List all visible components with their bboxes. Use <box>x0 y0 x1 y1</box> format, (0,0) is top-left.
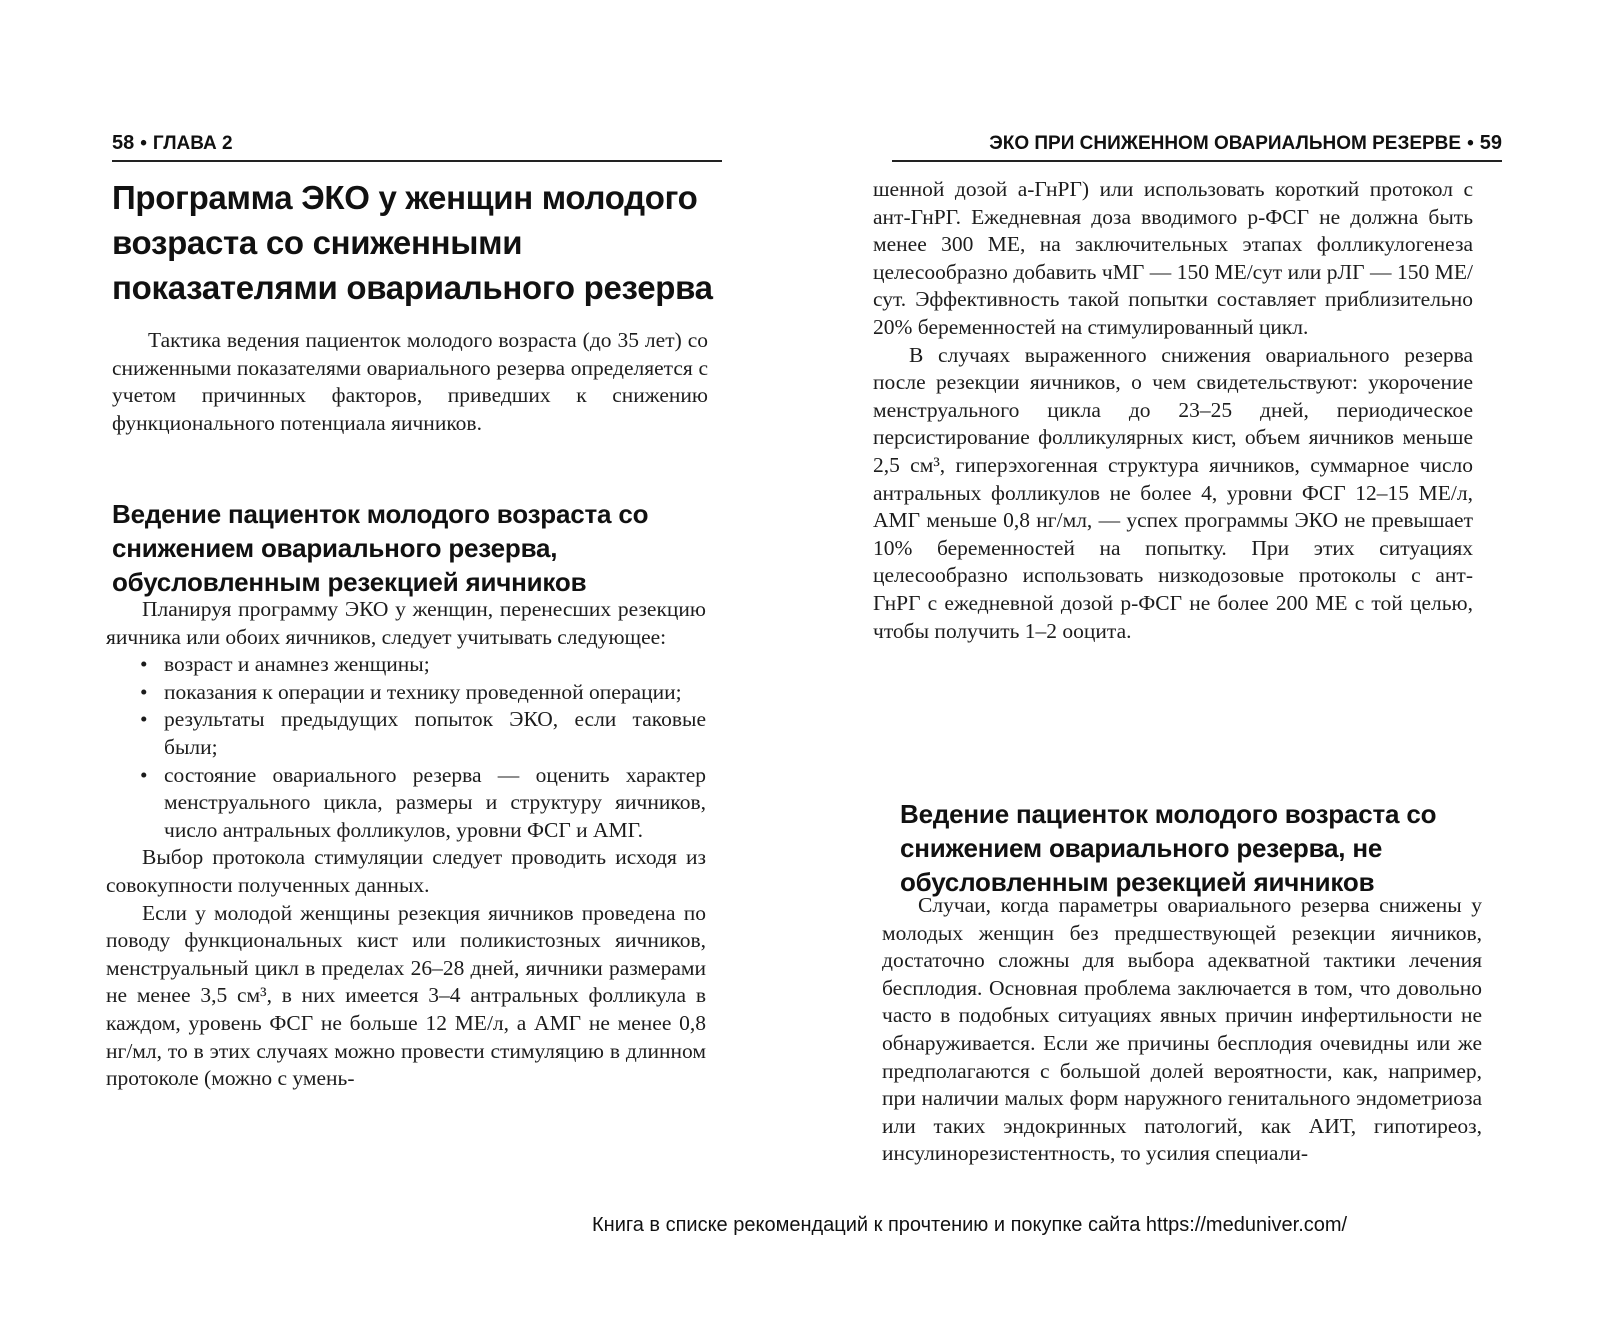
left-bullet-list <box>106 651 706 844</box>
left-young-paragraph: Если у молодой женщины резекция яичников проведена по поводу функциональных кист или поликистозных яичников, менструальный цикл в пределах 26–28 дней, яичники размерами не менее 3,5 см³, в них имеется 3–4 антральных фолликула в каждом, уровень ФСГ не больше 12 МЕ/л, а АМГ не менее 0,8 нг/мл, то в этих случаях можно провести стимуляцию в длинном протоколе (можно с умень- <box>106 900 706 1091</box>
left-body-block <box>106 596 706 1093</box>
right-top-block <box>873 176 1473 645</box>
right-chapter-title: ЭКО ПРИ СНИЖЕННОМ ОВАРИАЛЬНОМ РЕЗЕРВЕ <box>989 133 1462 154</box>
header-bullet: • <box>140 133 147 154</box>
right-severe-paragraph: В случаях выраженного снижения овариального резерва после резекции яичников, о чем свидетельствуют: укорочение менструального цикла до 23–25 дней, периодическое персистирование фолликулярных кист, объем яичников меньше 2,5 см³, гиперэхогенная структура яичников, суммарное число антральных фолликулов не более 4, уровни ФСГ 12–15 МЕ/л, АМГ меньше 0,8 нг/мл, — успех программы ЭКО не превышает 10% беременностей на попытку. При этих ситуациях целесообразно использовать низкодозовые протоколы с ант-ГнРГ с ежедневной дозой р-ФСГ не более 200 МЕ с той целью, чтобы получить 1–2 ооцита. <box>873 342 1473 643</box>
left-planning-paragraph: Планируя программу ЭКО у женщин, перенесших резекцию яичника или обоих яичников, следует учитывать следующее: <box>106 597 706 649</box>
list-item: • показания к операции и технику проведенной операции; <box>106 679 706 707</box>
list-item: • возраст и анамнез женщины; <box>106 651 706 679</box>
watermark-text: Книга в списке рекомендаций к прочтению и покупке сайта <box>592 1214 1146 1236</box>
list-item: • результаты предыдущих попыток ЭКО, если таковые были; <box>106 706 706 761</box>
left-intro-paragraph: Тактика ведения пациенток молодого возраста (до 35 лет) со сниженными показателями овариального резерва определяется с учетом причинных факторов, приведших к снижению функционального потенциала яичников. <box>112 328 708 435</box>
right-section-heading: Ведение пациенток молодого возраста со снижением овариального резерва, не обусловленным резекцией яичников <box>900 799 1437 897</box>
watermark-note <box>592 1214 1347 1237</box>
left-chapter-label: ГЛАВА 2 <box>152 133 233 154</box>
left-page-title: Программа ЭКО у женщин молодого возраста со сниженными показателями овариального резерва <box>112 179 713 306</box>
watermark-link[interactable]: https://meduniver.com/ <box>1145 1214 1348 1236</box>
left-section-heading: Ведение пациенток молодого возраста со снижением овариального резерва, обусловленным резекцией яичников <box>112 499 649 597</box>
header-bullet: • <box>1467 133 1474 154</box>
left-page-number: 58 <box>112 132 135 154</box>
left-intro-block <box>112 327 708 437</box>
right-bottom-block <box>882 892 1482 1168</box>
right-running-head <box>892 132 1502 162</box>
list-item: • состояние овариального резерва — оценить характер менструального цикла, размеры и структуру яичников, число антральных фолликулов, уровни ФСГ и АМГ. <box>106 762 706 845</box>
right-page <box>800 0 1600 1326</box>
right-continuation-paragraph: шенной дозой а-ГнРГ) или использовать короткий протокол с ант-ГнРГ. Ежедневная доза вводимого р-ФСГ не должна быть менее 300 МЕ, на заключительных этапах фолликулогенеза целесообразно добавить чМГ — 150 МЕ/сут или рЛГ — 150 МЕ/сут. Эффективность такой попытки составляет приблизительно 20% беременностей на стимулированный цикл. <box>873 177 1473 339</box>
right-page-number: 59 <box>1479 132 1502 154</box>
left-protocol-paragraph: Выбор протокола стимуляции следует проводить исходя из совокупности полученных данных. <box>106 845 706 897</box>
left-running-head <box>112 132 722 162</box>
right-cases-paragraph: Случаи, когда параметры овариального резерва снижены у молодых женщин без предшествующей резекции яичников, достаточно сложны для выбора адекватной тактики лечения бесплодия. Основная проблема заключается в том, что довольно часто в подобных ситуациях явных причин инфертильности не обнаруживается. Если же причины бесплодия очевидны или же предполагаются с большой долей вероятности, как, например, при наличии малых форм наружного генитального эндометриоза или таких эндокринных патологий, как АИТ, гипотиреоз, инсулинорезистентность, то усилия специали- <box>882 893 1482 1166</box>
